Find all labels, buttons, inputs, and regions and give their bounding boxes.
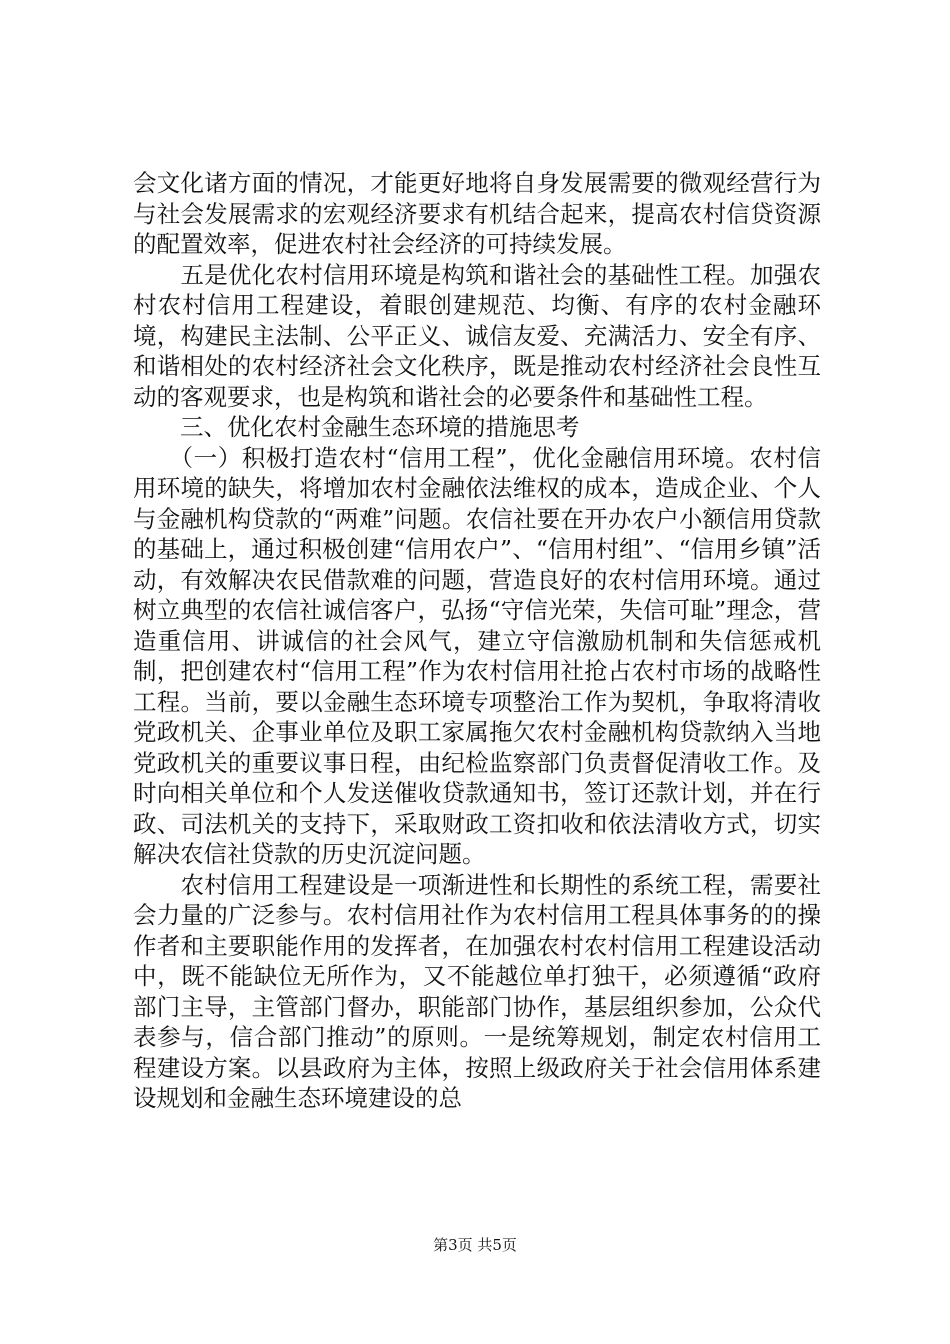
section-heading-three: 三、优化农村金融生态环境的措施思考	[133, 413, 580, 441]
paragraph-credit-engineering: 农村信用工程建设是一项渐进性和长期性的系统工程，需要社会力量的广泛参与。农村信用社作为农村信用工程具体事务的的操作者和主要职能作用的发挥者，在加强农村农村信用工程建设活动中，既不能缺位无所作为，又不能越位单打独干，必须遵循“政府部门主导，主管部门督办，职能部门协作，基层组织参加，公众代表参与，信合部门推动”的原则。一是统筹规划，制定农村信用工程建设方案。以县政府为主体，按照上级政府关于社会信用体系建设规划和金融生态环境建设的总	[133, 870, 821, 1112]
paragraph-point-five: 五是优化农村信用环境是构筑和谐社会的基础性工程。加强农村农村信用工程建设，着眼创建规范、均衡、有序的农村金融环境，构建民主法制、公平正义、诚信友爱、充满活力、安全有序、和谐相处的农村经济社会文化秩序，既是推动农村经济社会良性互动的客观要求，也是构筑和谐社会的必要条件和基础性工程。	[133, 260, 821, 411]
paragraph-continuation: 会文化诸方面的情况，才能更好地将自身发展需要的微观经营行为与社会发展需求的宏观经济要求有机结合起来，提高农村信贷资源的配置效率，促进农村社会经济的可持续发展。	[133, 169, 821, 258]
paragraph-subsection-one: （一）积极打造农村“信用工程”，优化金融信用环境。农村信用环境的缺失，将增加农村金融依法维权的成本，造成企业、个人与金融机构贷款的“两难”问题。农信社要在开办农户小额信用贷款的基础上，通过积极创建“信用农户”、“信用村组”、“信用乡镇”活动，有效解决农民借款难的问题，营造良好的农村信用环境。通过树立典型的农信社诚信客户，弘扬“守信光荣，失信可耻”理念，营造重信用、讲诚信的社会风气，建立守信激励机制和失信惩戒机制，把创建农村“信用工程”作为农村信用社抢占农村市场的战略性工程。当前，要以金融生态环境专项整治工作为契机，争取将清收党政机关、企事业单位及职工家属拖欠农村金融机构贷款纳入当地党政机关的重要议事日程，由纪检监察部门负责督促清收工作。及时向相关单位和个人发送催收贷款通知书，签订还款计划，并在行政、司法机关的支持下，采取财政工资扣收和依法清收方式，切实解决农信社贷款的历史沉淀问题。	[133, 443, 821, 868]
document-body	[133, 168, 821, 1114]
page-footer: 第3页 共5页	[433, 1236, 517, 1254]
